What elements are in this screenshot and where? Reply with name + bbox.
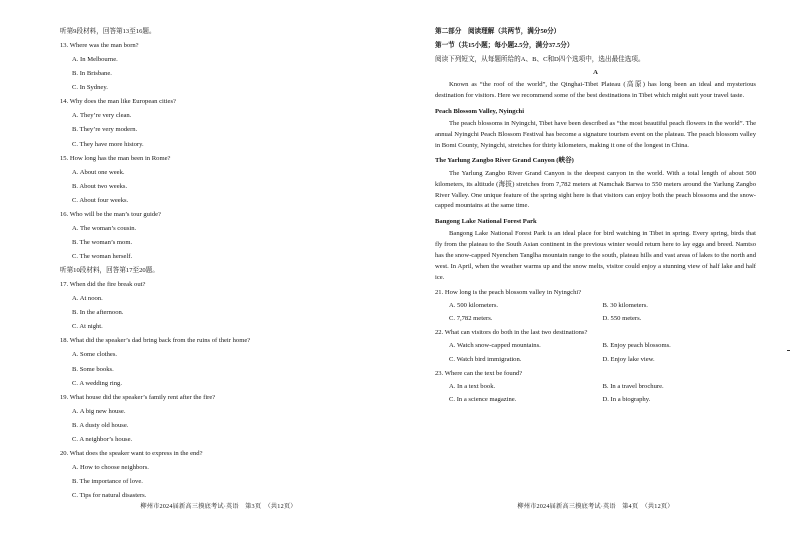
heading-bangong-lake: Bangong Lake National Forest Park: [435, 217, 537, 225]
option: C. 7,782 meters.: [449, 315, 493, 323]
option: C. A neighbor’s house.: [72, 435, 133, 443]
option: B. The woman’s mom.: [72, 238, 133, 246]
question-15: 15. How long has the man been in Rome?: [60, 154, 171, 162]
option: B. In the afternoon.: [72, 309, 124, 317]
option: B. About two weeks.: [72, 182, 128, 190]
question-19: 19. What house did the speaker’s family rent after the fire?: [60, 393, 216, 401]
option: B. They’re very modern.: [72, 126, 138, 134]
option: B. Enjoy peach blossoms.: [602, 342, 671, 350]
part-title: 第二部分 阅读理解（共两节，满分50分）: [435, 28, 561, 35]
option: C. About four weeks.: [72, 196, 129, 204]
question-22: 22. What can visitors do both in the last two destinations?: [435, 329, 588, 337]
option: B. In a travel brochure.: [602, 382, 664, 390]
section-10-instruction: 听第10段材料，回答第17至20题。: [60, 267, 159, 275]
option: A. A big new house.: [72, 407, 126, 415]
option: A. At noon.: [72, 295, 103, 303]
question-13: 13. Where was the man born?: [60, 42, 139, 50]
option: B. 30 kilometers.: [602, 302, 648, 310]
option: C. Tips for natural disasters.: [72, 492, 147, 500]
option-row: [435, 356, 756, 365]
question-23: 23. Where can the text be found?: [435, 369, 523, 377]
option: C. A wedding ring.: [72, 379, 123, 387]
option: A. The woman’s cousin.: [72, 224, 137, 232]
option: A. In a text book.: [449, 382, 496, 390]
edge-mark: [787, 350, 790, 351]
option-row: [435, 383, 756, 392]
section-title: 第一节（共15小题；每小题2.5分，满分37.5分）: [435, 42, 574, 50]
option: D. 550 meters.: [602, 315, 642, 323]
option: B. A dusty old house.: [72, 421, 129, 429]
option-row: [435, 302, 756, 311]
option: B. Some books.: [72, 365, 114, 373]
passage-intro: Known as “the roof of the world”, the Qinghai-Tibet Plateau (高原) has long been an ideal and mysterious destination for visitors. Here we recommend some of the best destinations in Tibet which might suit your travel taste.: [435, 81, 756, 100]
option: C. In Sydney.: [72, 84, 108, 92]
question-16: 16. Who will be the man’s tour guide?: [60, 210, 161, 218]
option: D. Enjoy lake view.: [602, 355, 655, 363]
heading-peach-valley: Peach Blossom Valley, Nyingchi: [435, 107, 525, 115]
option: C. The woman herself.: [72, 253, 133, 260]
option-row: [435, 342, 756, 351]
question-17: 17. When did the fire break out?: [60, 281, 146, 289]
option: D. In a biography.: [602, 395, 651, 403]
option: A. They’re very clean.: [72, 112, 132, 120]
option: C. At night.: [72, 323, 103, 331]
question-20: 20. What does the speaker want to express in the end?: [60, 449, 203, 457]
paragraph-peach-valley: The peach blossoms in Nyingchi, Tibet have been described as “the most beautiful peach flowers in the world”. The annual Nyingchi Peach Blossom Festival has become a signature tourism event on the plateau. The peach blossom valley in Bomi County, Nyingchi, stretches for thirty kilometers, making it one of the longest in China.: [435, 120, 756, 149]
option: C. Watch bird immigration.: [449, 355, 522, 363]
paragraph-bangong-lake: Bangong Lake National Forest Park is an ideal place for bird watching in Tibet in spring. Every spring, birds that fly from the plateau to the South Asian continent in the previous winter would return here to lay eggs and breed. Namtso has the snow-capped Nyenchen Tanglha mountain range to the south, plateau hills and vast areas of lakes to the north and west. In April, when the weather warms up and the snow melts, visitor could enjoy a stunning view of half lake and half ice.: [435, 230, 756, 281]
option: A. Some clothes.: [72, 351, 118, 359]
option: A. How to choose neighbors.: [72, 463, 149, 471]
option-row: [435, 396, 756, 405]
page-footer: 柳州市2024届新高三摸底考试·英语 第4页 （共12页）: [517, 502, 674, 510]
section-9-instruction: 听第9段材料，回答第13至16题。: [60, 28, 156, 35]
question-14: 14. Why does the man like European cities?: [60, 98, 176, 106]
option: A. 500 kilometers.: [449, 302, 499, 310]
option-row: [435, 315, 756, 324]
heading-grand-canyon: The Yarlung Zangbo River Grand Canyon (峡谷): [435, 157, 574, 165]
option: A. Watch snow-capped mountains.: [449, 342, 541, 350]
question-21: 21. How long is the peach blossom valley in Nyingchi?: [435, 289, 582, 297]
option: C. They have more history.: [72, 140, 144, 148]
option: B. In Brisbane.: [72, 70, 112, 78]
option: A. About one week.: [72, 168, 125, 176]
question-18: 18. What did the speaker’s dad bring back from the ruins of their home?: [60, 337, 251, 345]
instruction: 阅读下列短文，从每题所给的A、B、C和D四个选项中，选出最佳选项。: [435, 56, 645, 64]
option: B. The importance of love.: [72, 478, 143, 485]
passage-label: A: [593, 68, 598, 76]
option: C. In a science magazine.: [449, 395, 517, 403]
option: A. In Melbourne.: [72, 56, 118, 64]
right-page: [397, 0, 794, 549]
paragraph-grand-canyon: The Yarlung Zangbo River Grand Canyon is the deepest canyon in the world. With a total length of about 500 kilometers, its altitude (海拔) stretches from 7,782 meters at Namchak Barwa to 550 meters around the Yarlung Zangbo River Valley. One unique feature of the spring sight here is that visitors can enjoy both the peach blossoms and the snow-capped mountains at the same time.: [435, 169, 756, 210]
page-footer: 柳州市2024届新高三摸底考试·英语 第3页 （共12页）: [140, 502, 297, 510]
